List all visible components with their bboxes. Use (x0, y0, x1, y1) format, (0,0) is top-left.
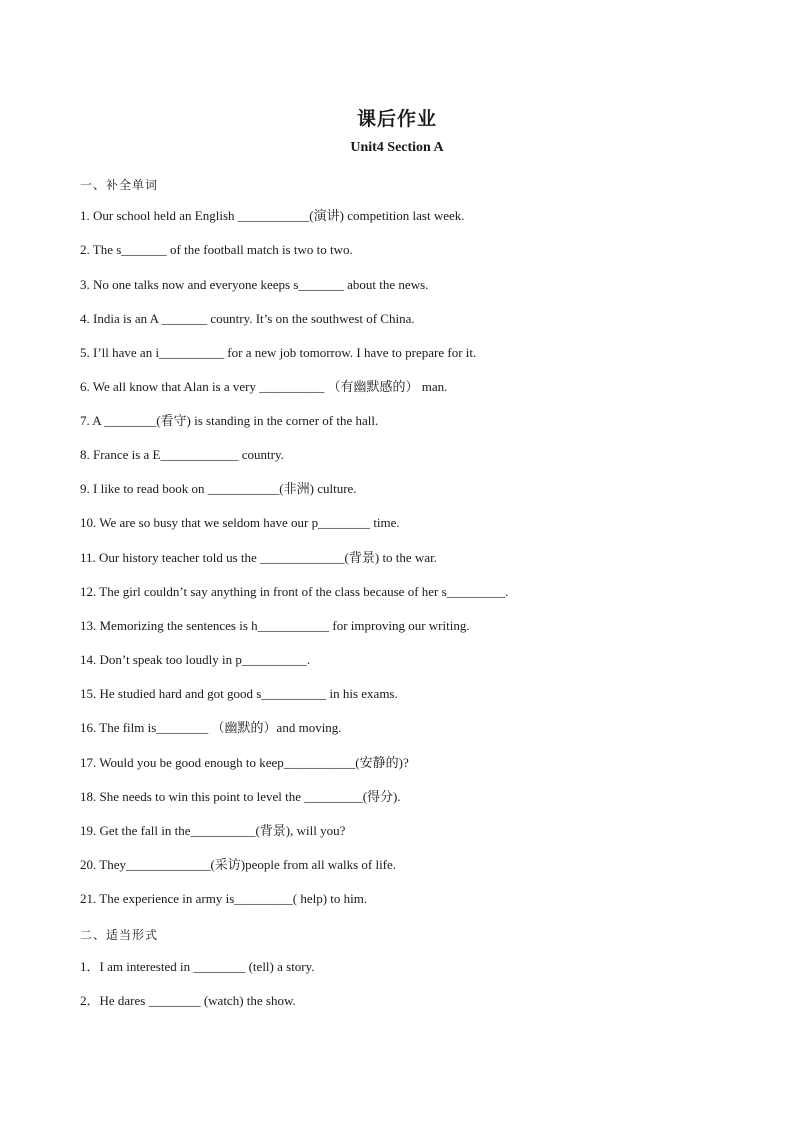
page-title: 课后作业 (356, 109, 437, 130)
exercise-item: 16. The film is________ （幽默的）and moving. (80, 720, 342, 735)
exercise-item: 2. The s_______ of the football match is two to two. (80, 242, 353, 257)
exercise-item: 3. No one talks now and everyone keeps s_______ about the news. (80, 277, 429, 292)
exercise-item: 2．He dares ________ (watch) the show. (80, 993, 296, 1008)
exercise-item: 11. Our history teacher told us the _____________(背景) to the war. (80, 550, 437, 565)
exercise-item: 10. We are so busy that we seldom have our p________ time. (80, 515, 400, 530)
exercise-item: 15. He studied hard and got good s__________ in his exams. (80, 686, 398, 701)
exercise-item: 12. The girl couldn’t say anything in front of the class because of her s_________. (80, 584, 509, 599)
exercise-item: 8. France is a E____________ country. (80, 447, 284, 462)
exercise-item: 14. Don’t speak too loudly in p__________. (80, 652, 311, 667)
exercise-item: 21. The experience in army is_________( help) to him. (80, 891, 368, 906)
exercise-item: 17. Would you be good enough to keep___________(安静的)? (80, 755, 409, 770)
page-subtitle: Unit4 Section A (350, 140, 444, 155)
exercise-item: 20. They_____________(采访)people from all walks of life. (80, 857, 397, 872)
exercise-item: 4. India is an A _______ country. It’s on the southwest of China. (80, 311, 415, 326)
exercise-item: 9. I like to read book on ___________(非洲) culture. (80, 481, 357, 496)
exercise-item: 1. Our school held an English ___________(演讲) competition last week. (80, 208, 465, 223)
exercise-item: 6. We all know that Alan is a very __________ （有幽默感的） man. (80, 379, 448, 394)
exercise-item: 18. She needs to win this point to level the _________(得分). (80, 789, 401, 804)
section-heading-proper-form: 二、适当形式 (80, 928, 159, 942)
exercise-item: 13. Memorizing the sentences is h___________ for improving our writing. (80, 618, 470, 633)
exercise-item: 5. I’ll have an i__________ for a new job tomorrow. I have to prepare for it. (80, 345, 477, 360)
exercise-item: 19. Get the fall in the__________(背景), will you? (80, 823, 346, 838)
exercise-item: 7. A ________(看守) is standing in the corner of the hall. (80, 413, 379, 428)
section-heading-complete-words: 一、补全单词 (80, 178, 159, 192)
exercise-item: 1．I am interested in ________ (tell) a story. (80, 959, 315, 974)
